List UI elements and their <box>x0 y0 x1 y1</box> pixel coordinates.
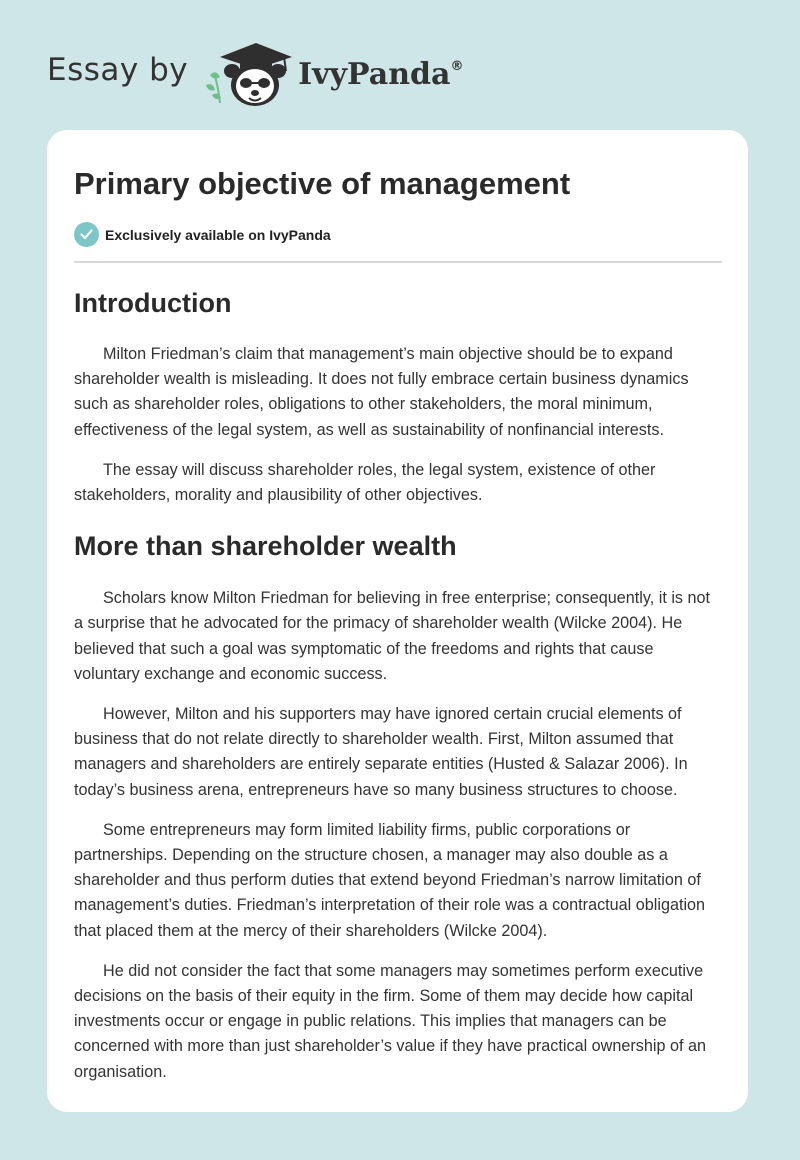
paragraph: Some entrepreneurs may form limited liability firms, public corporations or partnerships. Depending on the structure chosen, a manager may also double as a shareholder and thus perform duties that extend beyond Friedman’s narrow limitation of management’s duties. Friedman’s interpretation of their role was a contractual obligation that placed them at the mercy of their shareholders (Wilcke 2004). <box>74 820 706 940</box>
brand-text: IvyPanda <box>298 56 451 92</box>
divider <box>74 261 722 263</box>
paragraph: However, Milton and his supporters may have ignored certain crucial elements of business that do not relate directly to shareholder wealth. First, Milton assumed that managers and shareholders are entirely separate entities (Husted & Salazar 2006). In today’s business arena, entrepreneurs have so many business structures to choose. <box>74 705 688 799</box>
brand-name[interactable] <box>298 57 463 92</box>
essay-by-label: Essay by <box>47 52 189 88</box>
registered-mark: ® <box>450 58 464 74</box>
panda-logo-icon[interactable] <box>202 37 294 109</box>
paragraph: Milton Friedman’s claim that management’s main objective should be to expand shareholder wealth is misleading. It does not fully embrace certain business dynamics such as shareholder roles, obligations to other stakeholders, the moral minimum, effectiveness of the legal system, as well as sustainability of nonfinancial interests. <box>74 345 689 439</box>
exclusive-badge <box>74 222 722 247</box>
paragraph: The essay will discuss shareholder roles, the legal system, existence of other stakeholders, morality and plausibility of other objectives. <box>74 460 656 505</box>
section-introduction <box>74 285 722 508</box>
paragraph: He did not consider the fact that some managers may sometimes perform executive decisions on the basis of their equity in the firm. Some of them may decide how capital investments occur or engage in public relations. This implies that managers can be concerned with more than just shareholder’s value if they have practical ownership of an organisation. <box>74 961 706 1081</box>
check-icon <box>74 222 99 247</box>
page-title: Primary objective of management <box>74 166 571 201</box>
site-header <box>47 38 463 108</box>
paragraph: Scholars know Milton Friedman for believing in free enterprise; consequently, it is not a surprise that he advocated for the primacy of shareholder wealth (Wilcke 2004). He believed that such a goal was symptomatic of the freedoms and rights that cause voluntary exchange and economic success. <box>74 589 711 683</box>
section-heading: Introduction <box>74 288 232 318</box>
section-more-than-shareholder-wealth <box>74 528 722 1085</box>
section-heading: More than shareholder wealth <box>74 531 457 562</box>
essay-card <box>47 130 748 1112</box>
exclusive-badge-label: Exclusively available on IvyPanda <box>105 226 331 243</box>
